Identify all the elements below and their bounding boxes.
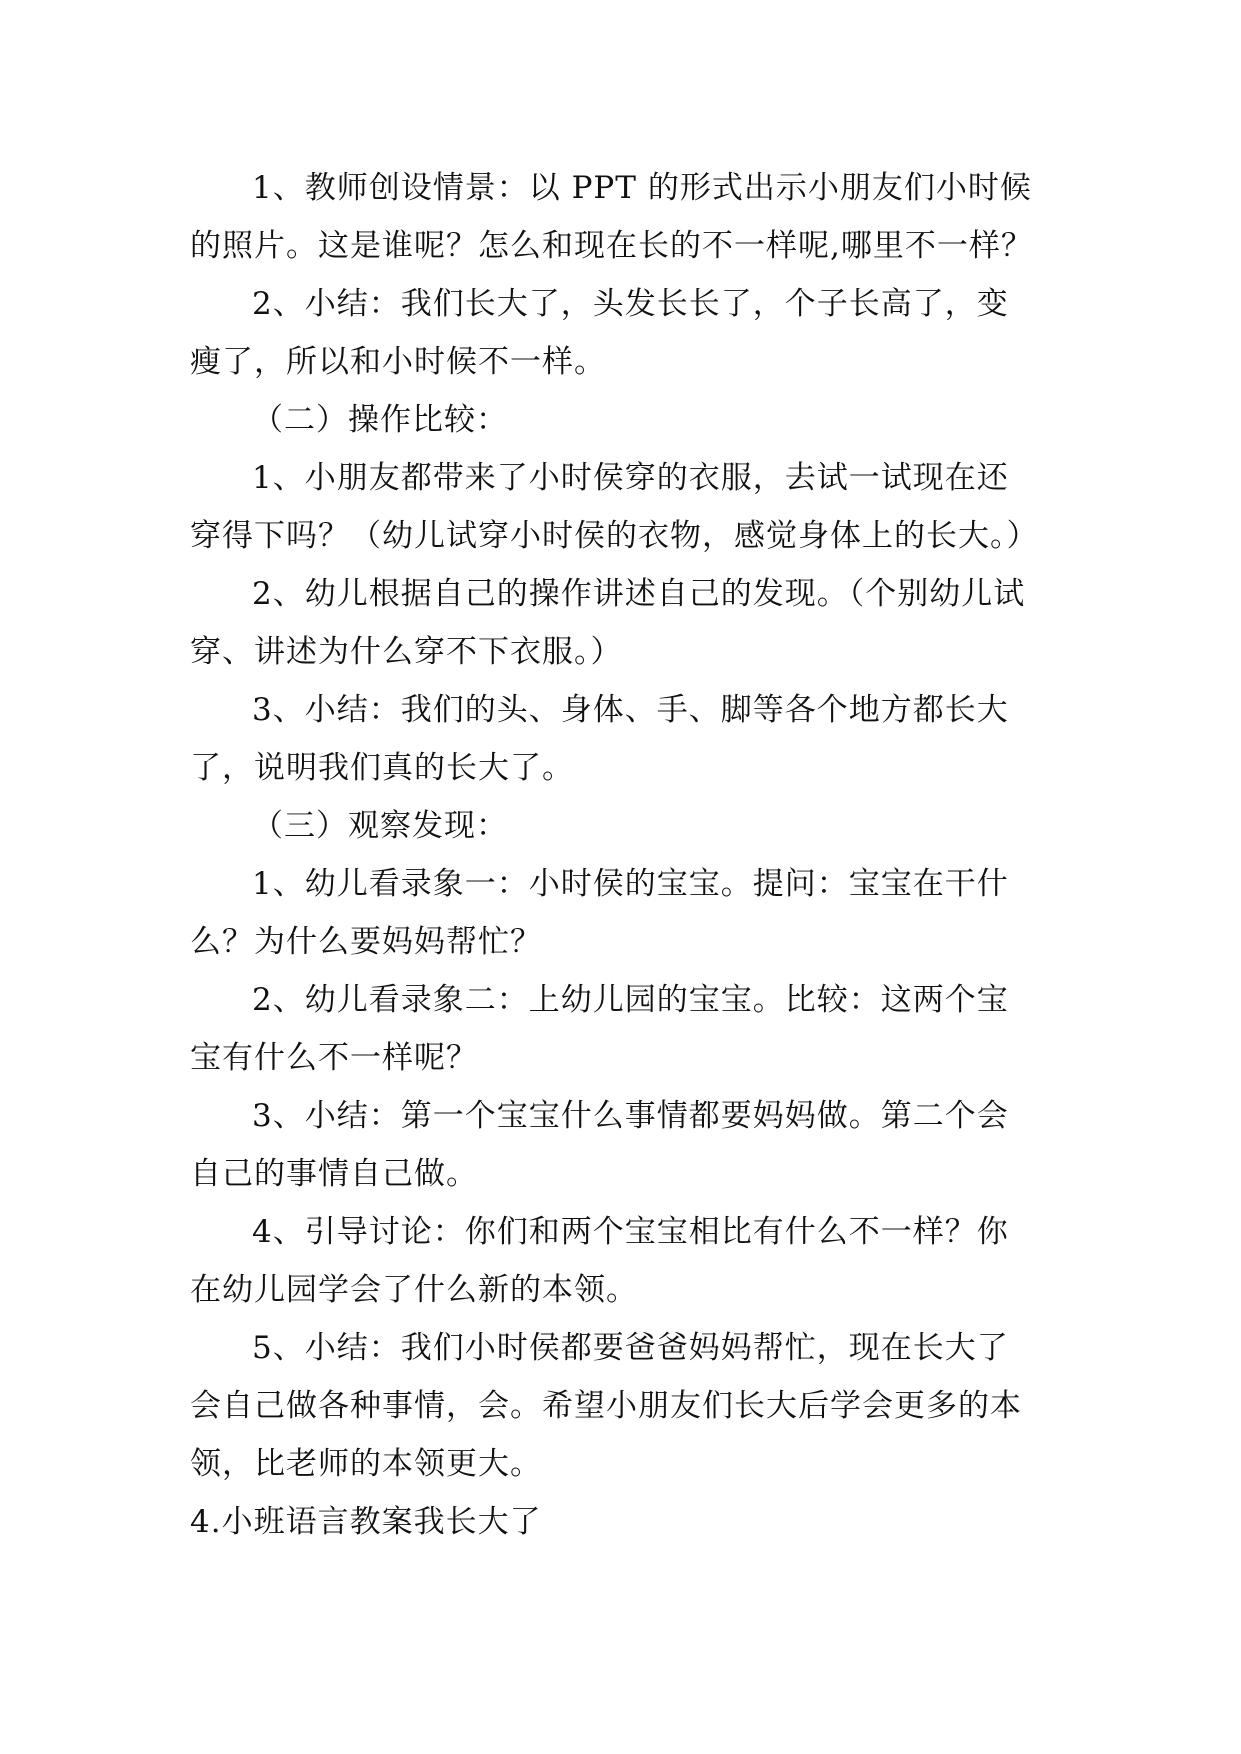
paragraph-line: 么？为什么要妈妈帮忙？ [190,924,542,960]
paragraph-line: 2、幼儿看录象二：上幼儿园的宝宝。比较：这两个宝 [252,982,1009,1018]
section-title: 4.小班语言教案我长大了 [190,1504,542,1540]
paragraph-line: 1、小朋友都带来了小时侯穿的衣服，去试一试现在还 [252,460,1009,496]
paragraph-line: 瘦了，所以和小时候不一样。 [190,344,606,380]
paragraph-line: 4、引导讨论：你们和两个宝宝相比有什么不一样？你 [252,1214,1009,1250]
paragraph-line: 在幼儿园学会了什么新的本领。 [190,1272,638,1308]
section-heading: （二）操作比较： [252,402,508,438]
paragraph-line: 自己的事情自己做。 [190,1156,478,1192]
section-heading: （三）观察发现： [252,808,508,844]
paragraph-line: 1、教师创设情景：以 PPT 的形式出示小朋友们小时候 [252,170,1032,206]
paragraph-line: 2、幼儿根据自己的操作讲述自己的发现。（个别幼儿试 [252,576,1026,612]
paragraph-line: 宝有什么不一样呢？ [190,1040,478,1076]
paragraph-line: 1、幼儿看录象一：小时侯的宝宝。提问：宝宝在干什 [252,866,1009,902]
paragraph-line: 5、小结：我们小时侯都要爸爸妈妈帮忙，现在长大了 [252,1330,1009,1366]
paragraph-line: 领，比老师的本领更大。 [190,1446,542,1482]
paragraph-line: 3、小结：我们的头、身体、手、脚等各个地方都长大 [252,692,1009,728]
paragraph-line: 的照片。这是谁呢？怎么和现在长的不一样呢,哪里不一样？ [190,228,1033,264]
paragraph-line: 2、小结：我们长大了，头发长长了，个子长高了，变 [252,286,1009,322]
paragraph-line: 会自己做各种事情，会。希望小朋友们长大后学会更多的本 [190,1388,1022,1424]
paragraph-line: 了，说明我们真的长大了。 [190,750,574,786]
paragraph-line: 3、小结：第一个宝宝什么事情都要妈妈做。第二个会 [252,1098,1009,1134]
paragraph-line: 穿得下吗？（幼儿试穿小时侯的衣物，感觉身体上的长大。） [190,518,1039,554]
paragraph-line: 穿、讲述为什么穿不下衣服。） [190,634,623,670]
